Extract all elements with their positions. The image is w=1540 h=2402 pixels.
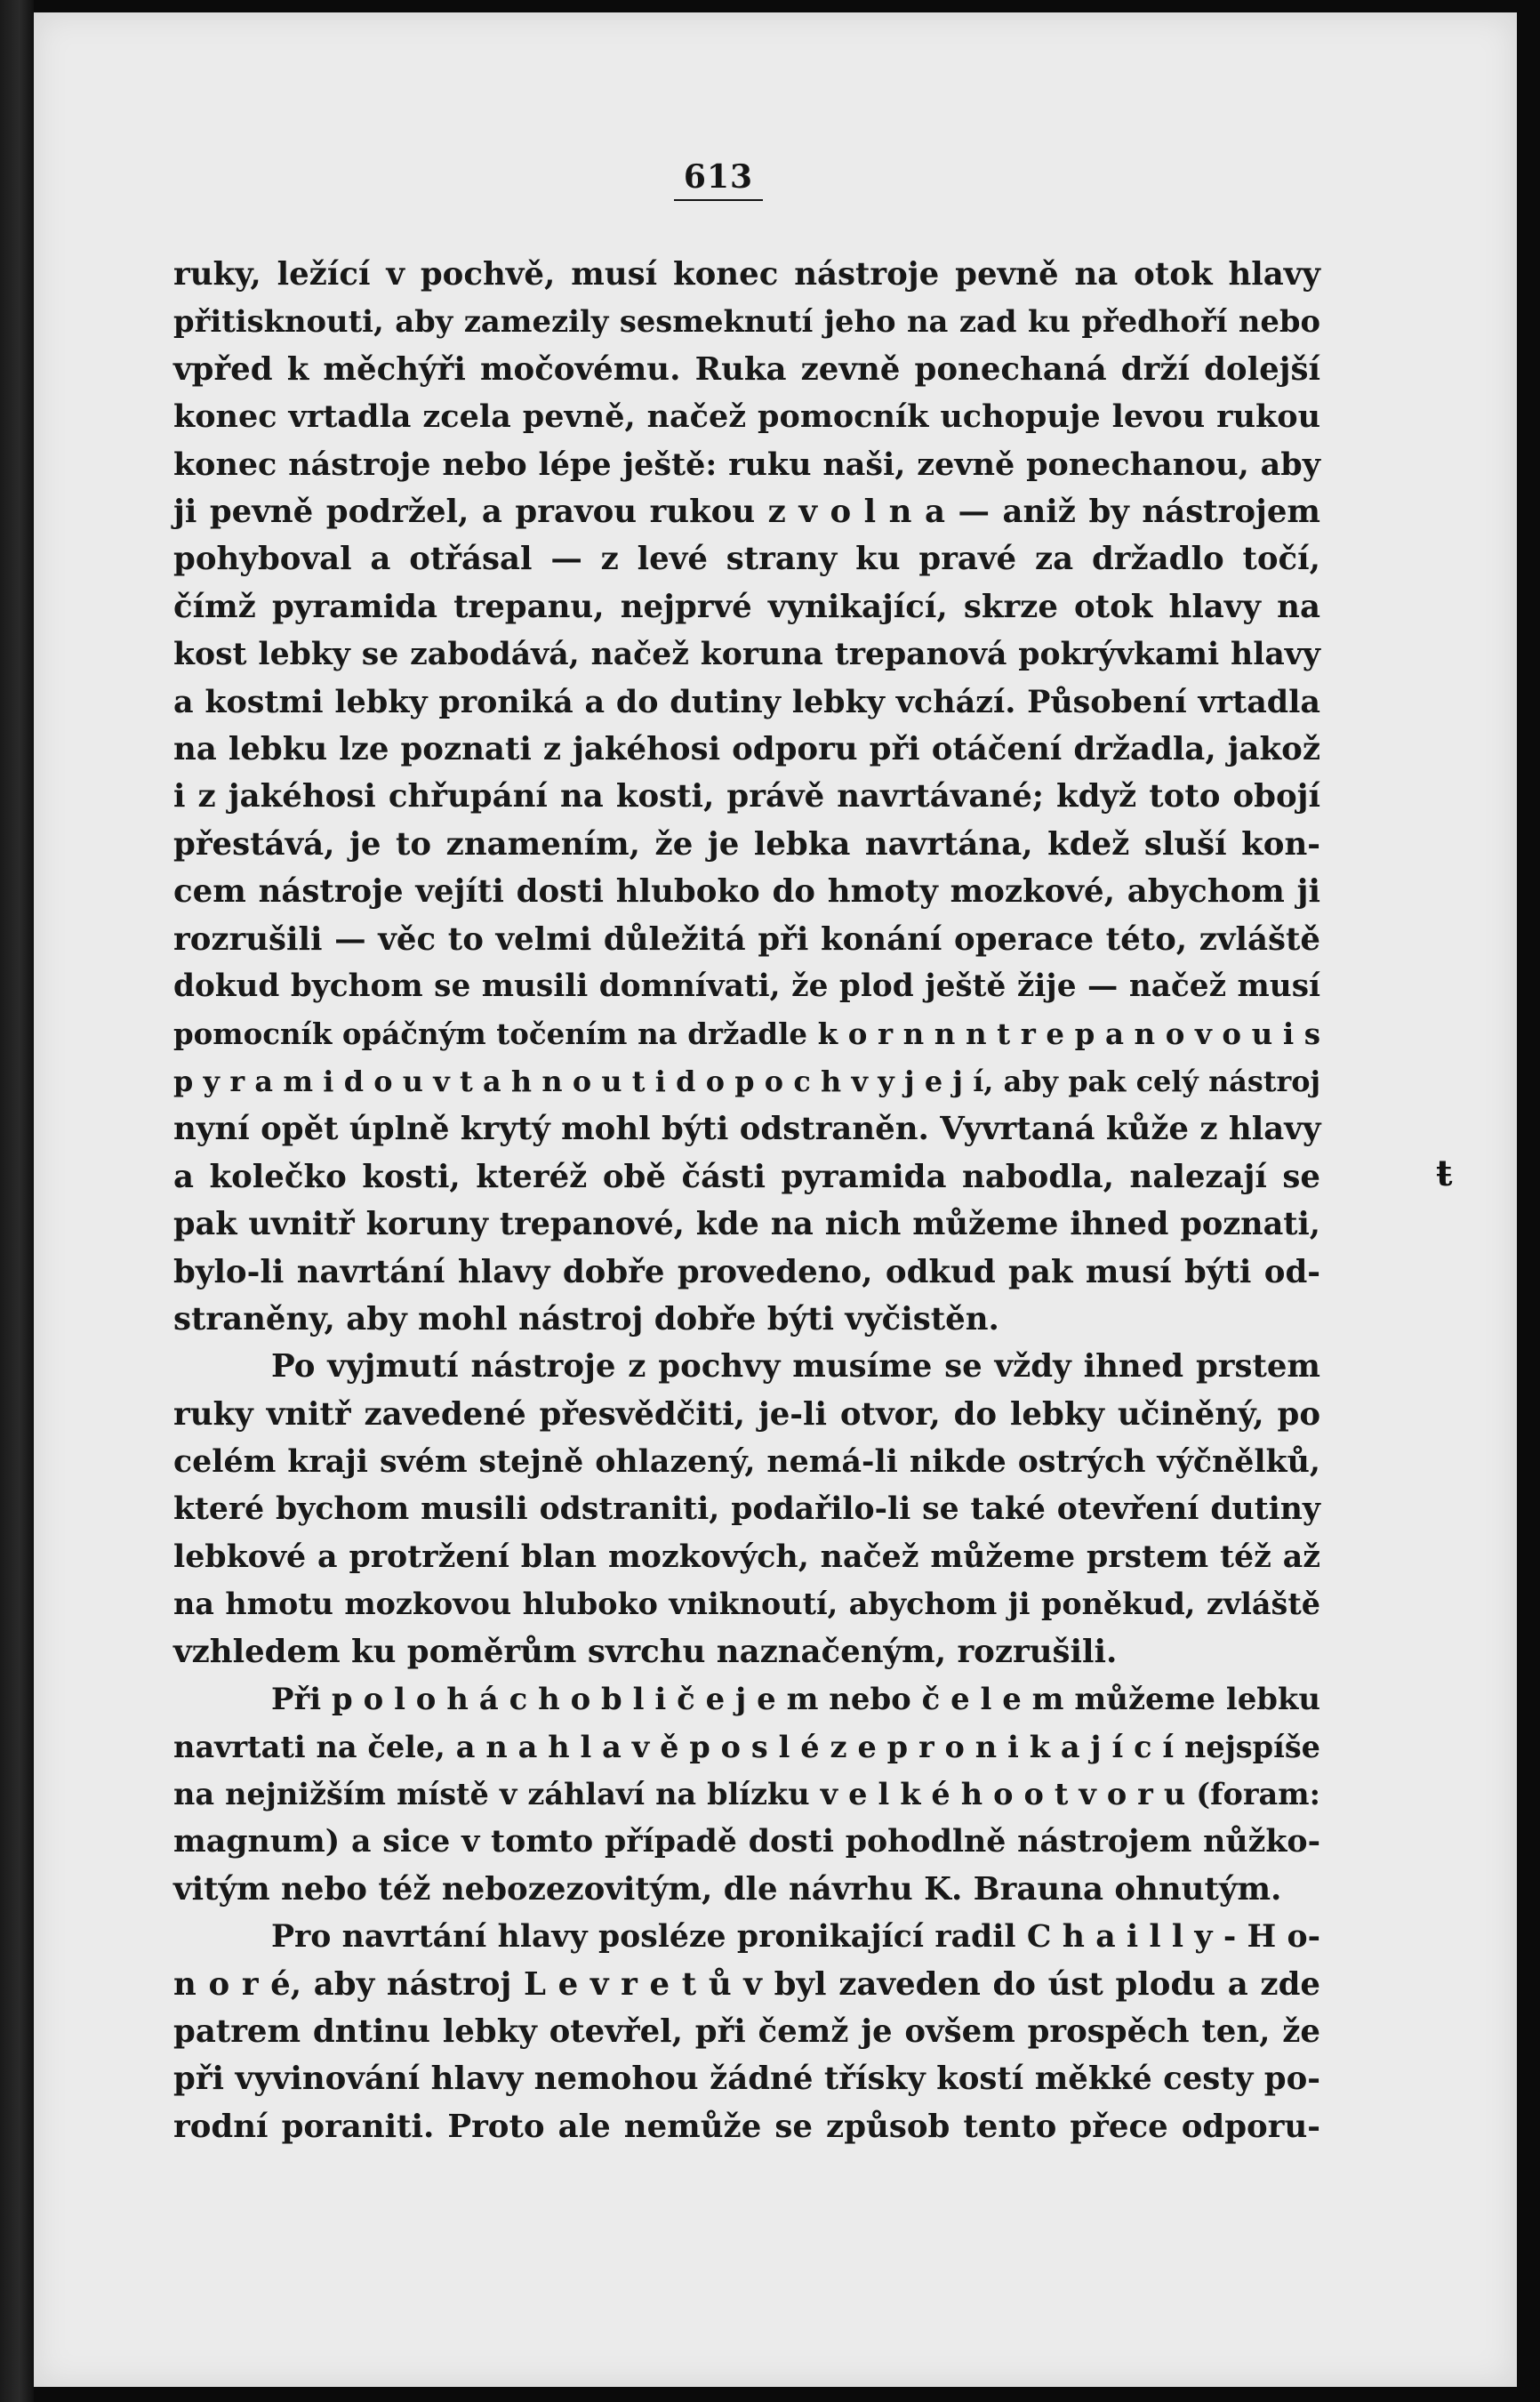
margin-mark: ŧ — [1436, 1153, 1453, 1194]
text-line: cem nástroje vejíti dosti hluboko do hmoty mozkové, abychom ji — [173, 873, 1320, 911]
text-line: přestává, je to znamením, že je lebka navrtána, kdež sluší kon- — [173, 825, 1320, 863]
text-line: i z jakéhosi chřupání na kosti, právě navrtávané; když toto obojí — [173, 778, 1320, 815]
text-line: p y r a m i d o u v t a h n o u t i d o p o c h v y j e j í, aby pak celý nástroj — [173, 1064, 1320, 1098]
text-line: ji pevně podržel, a pravou rukou z v o l n a — aniž by nástrojem — [173, 494, 1320, 531]
text-line: Pro navrtání hlavy posléze pronikající radil C h a i l l y - H o- — [271, 1918, 1320, 1956]
text-line: na nejnižším místě v záhlaví na blízku v e l k é h o o t v o r u (foram: — [173, 1777, 1320, 1812]
text-line: na lebku lze poznati z jakéhosi odporu při otáčení držadla, jakož — [173, 731, 1320, 768]
text-line: pohyboval a otřásal — z levé strany ku pravé za držadlo točí, — [173, 541, 1320, 578]
text-line: pak uvnitř koruny trepanové, kde na nich můžeme ihned poznati, — [173, 1206, 1320, 1243]
text-line: kost lebky se zabodává, načež koruna trepanová pokrývkami hlavy — [173, 636, 1320, 673]
text-line: při vyvinování hlavy nemohou žádné třísky kostí měkké cesty po- — [173, 2061, 1320, 2098]
text-line: vitým nebo též nebozezovitým, dle návrhu K. Brauna ohnutým. — [173, 1870, 1282, 1908]
text-line: ruky vnitř zavedené přesvědčiti, je-li otvor, do lebky učiněný, po — [173, 1395, 1320, 1433]
text-line: a kolečko kosti, kteréž obě části pyramida nabodla, nalezají se — [173, 1158, 1320, 1195]
text-line: čímž pyramida trepanu, nejprvé vynikající, skrze otok hlavy na — [173, 588, 1320, 625]
text-line: konec vrtadla zcela pevně, načež pomocník uchopuje levou rukou — [173, 398, 1320, 436]
text-line: na hmotu mozkovou hluboko vniknoutí, abychom ji poněkud, zvláště — [173, 1587, 1320, 1622]
text-line: dokud bychom se musili domnívati, že plod ještě žije — načež musí — [173, 968, 1320, 1005]
text-line: lebkové a protržení blan mozkových, načež můžeme prstem též až — [173, 1538, 1320, 1575]
text-line: vzhledem ku poměrům svrchu naznačeným, rozrušili. — [173, 1633, 1118, 1670]
text-line: nyní opět úplně krytý mohl býti odstraněn. Vyvrtaná kůže z hlavy — [173, 1111, 1321, 1148]
text-line: a kostmi lebky proniká a do dutiny lebky vchází. Působení vrtadla — [173, 683, 1320, 720]
body-text — [173, 251, 1320, 2150]
text-line: přitisknouti, aby zamezily sesmeknutí jeho na zad ku předhoří nebo — [173, 303, 1320, 340]
text-line: navrtati na čele, a n a h l a v ě p o s l é z e p r o n i k a j í c í nejspíše — [173, 1729, 1320, 1764]
scan-left-border — [0, 0, 34, 2402]
text-line: pomocník opáčným točením na držadle k o r n n n t r e p a n o v o u i s — [173, 1016, 1320, 1051]
text-line: magnum) a sice v tomto případě dosti pohodlně nástrojem nůžko- — [173, 1823, 1320, 1860]
text-line: Po vyjmutí nástroje z pochvy musíme se vždy ihned prstem — [271, 1348, 1320, 1386]
text-line: vpřed k měchýři močovému. Ruka zevně ponechaná drží dolejší — [173, 350, 1320, 388]
text-line: konec nástroje nebo lépe ještě: ruku naši, zevně ponechanou, aby — [173, 446, 1320, 483]
text-line: bylo-li navrtání hlavy dobře provedeno, odkud pak musí býti od- — [173, 1253, 1320, 1290]
page-number: 613 — [674, 158, 763, 201]
text-line: straněny, aby mohl nástroj dobře býti vyčistěn. — [173, 1300, 999, 1338]
text-line: Při p o l o h á c h o b l i č e j e m nebo č e l e m můžeme lebku — [271, 1681, 1320, 1717]
text-line: které bychom musili odstraniti, podařilo-li se také otevření dutiny — [173, 1490, 1320, 1527]
text-line: celém kraji svém stejně ohlazený, nemá-li nikde ostrých výčnělků, — [173, 1443, 1320, 1481]
text-line: patrem dntinu lebky otevřel, při čemž je ovšem prospěch ten, že — [173, 2013, 1320, 2051]
text-line: ruky, ležící v pochvě, musí konec nástroje pevně na otok hlavy — [173, 256, 1320, 293]
text-line: rozrušili — věc to velmi důležitá při konání operace této, zvláště — [173, 920, 1320, 958]
text-line: rodní poraniti. Proto ale nemůže se způsob tento přece odporu- — [173, 2108, 1320, 2145]
text-line: n o r é, aby nástroj L e v r e t ů v byl zaveden do úst plodu a zde — [173, 1965, 1320, 2003]
